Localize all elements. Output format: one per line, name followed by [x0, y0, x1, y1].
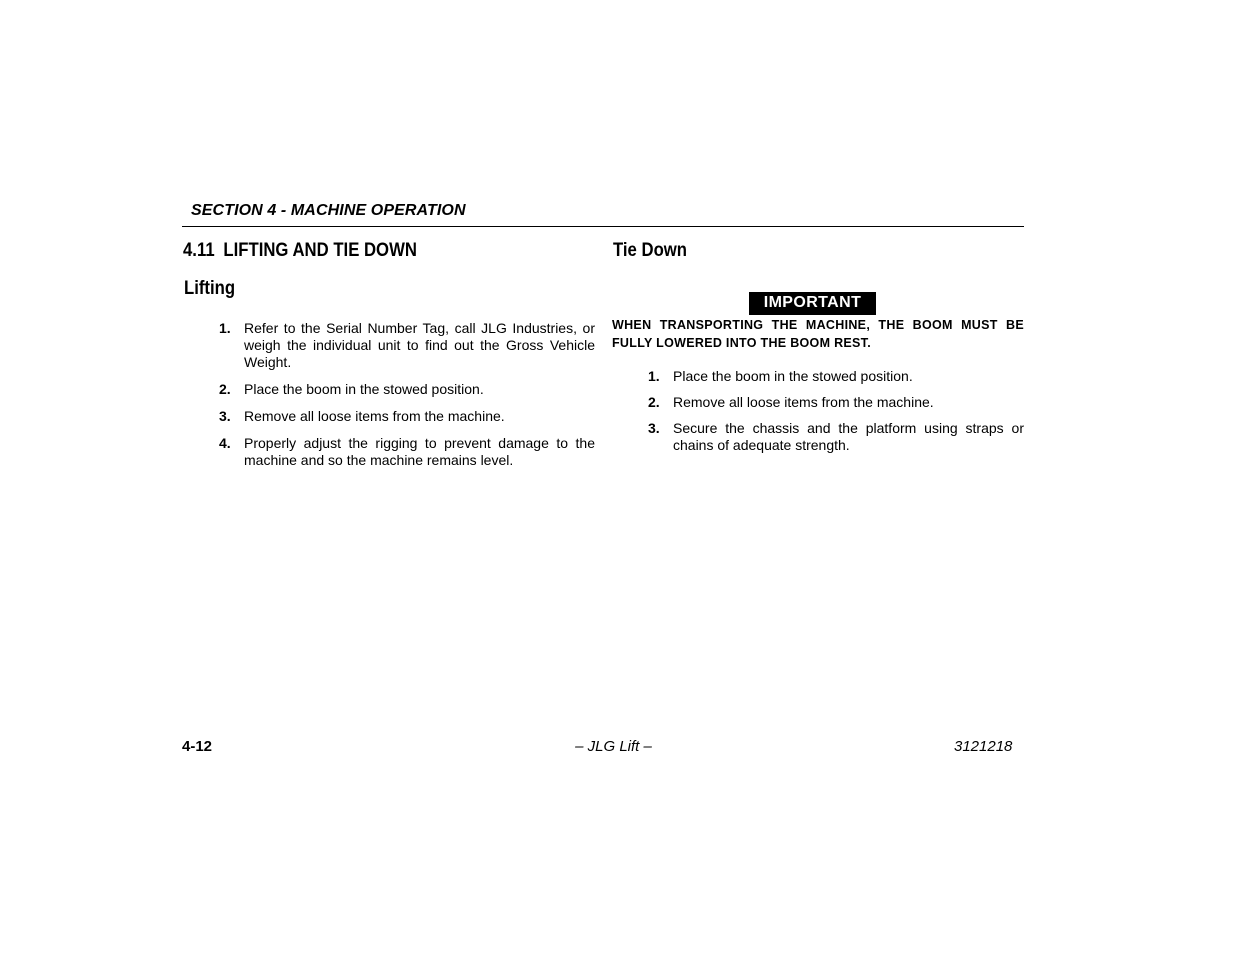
- lifting-steps-list: [219, 320, 595, 479]
- important-notice-text: WHEN TRANSPORTING THE MACHINE, THE BOOM MUST BE FULLY LOWERED INTO THE BOOM REST.: [612, 318, 1024, 350]
- page-title: [183, 240, 417, 262]
- section-title: LIFTING AND TIE DOWN: [223, 240, 417, 261]
- step-number: 1.: [219, 320, 231, 336]
- tie-down-steps-list: [648, 368, 1024, 463]
- list-item: [648, 368, 1024, 385]
- list-item: [219, 435, 595, 469]
- document-number: 3121218: [954, 738, 1013, 755]
- list-item: [219, 381, 595, 398]
- section-number: 4.11: [183, 240, 215, 261]
- step-text: Remove all loose items from the machine.: [673, 394, 934, 410]
- step-number: 3.: [648, 420, 660, 436]
- step-text: Place the boom in the stowed position.: [673, 368, 913, 384]
- important-badge: IMPORTANT: [749, 292, 876, 315]
- step-text: Refer to the Serial Number Tag, call JLG Industries, or weigh the individual unit to find out the Gross Vehicle Weight.: [244, 320, 595, 370]
- step-number: 3.: [219, 408, 231, 424]
- footer-title: – JLG Lift –: [575, 738, 652, 755]
- step-text: Remove all loose items from the machine.: [244, 408, 505, 424]
- step-text: Properly adjust the rigging to prevent damage to the machine and so the machine remains level.: [244, 435, 595, 468]
- section-header: SECTION 4 - MACHINE OPERATION: [191, 202, 466, 219]
- step-text: Place the boom in the stowed position.: [244, 381, 484, 397]
- list-item: [648, 420, 1024, 454]
- lifting-heading: Lifting: [184, 278, 236, 299]
- step-text: Secure the chassis and the platform using straps or chains of adequate strength.: [673, 420, 1024, 453]
- step-number: 2.: [648, 394, 660, 410]
- step-number: 2.: [219, 381, 231, 397]
- list-item: [648, 394, 1024, 411]
- list-item: [219, 408, 595, 425]
- list-item: [219, 320, 595, 371]
- step-number: 1.: [648, 368, 660, 384]
- header-divider: [182, 226, 1024, 227]
- step-number: 4.: [219, 435, 231, 451]
- page-number: 4-12: [182, 738, 213, 755]
- tie-down-heading: Tie Down: [613, 240, 688, 261]
